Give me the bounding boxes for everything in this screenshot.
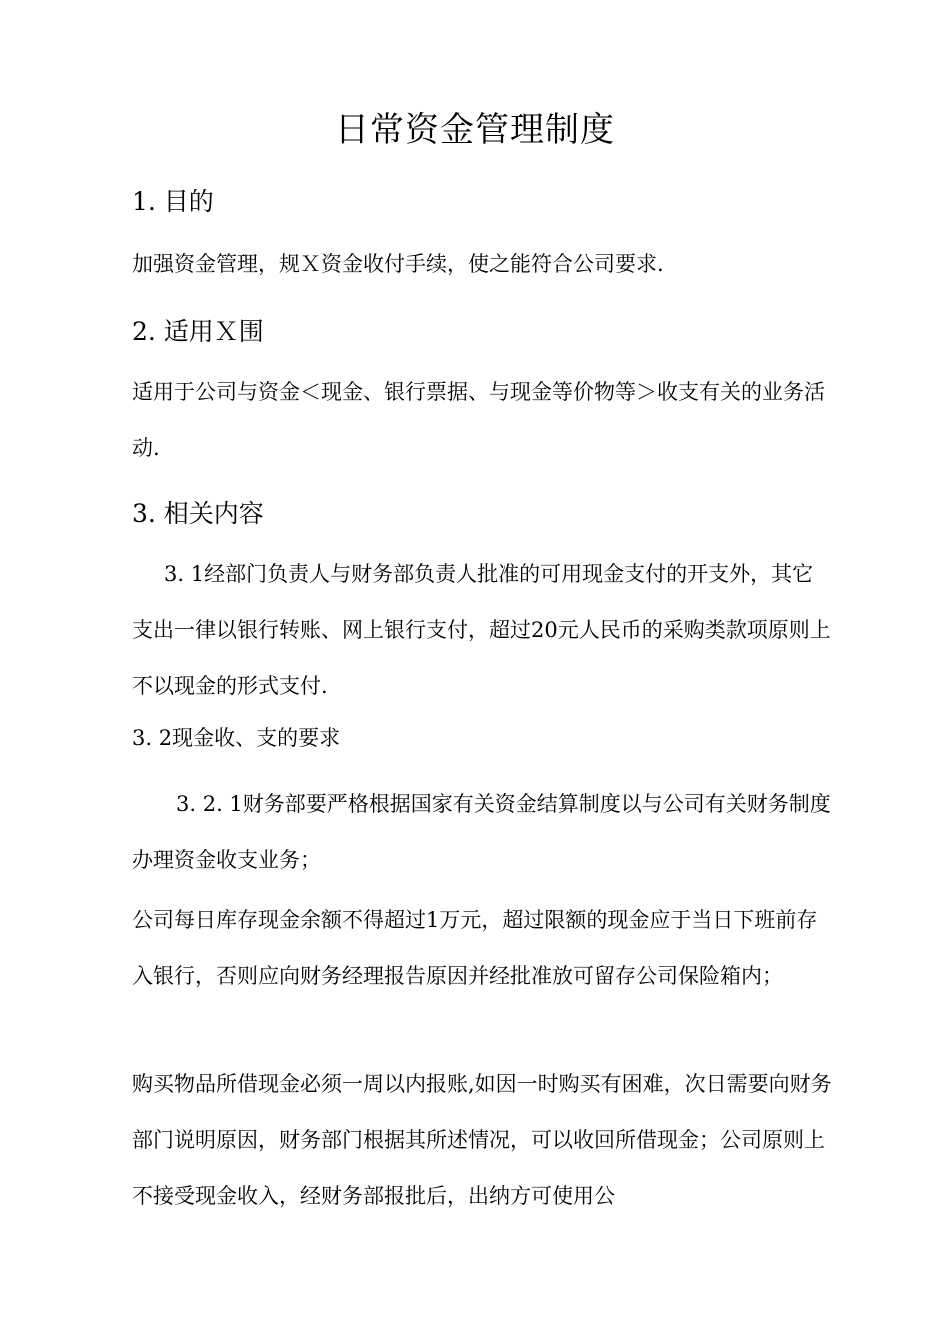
paragraph-3-2-heading: 3. 2现金收、支的要求 — [132, 726, 341, 750]
paragraph-borrowed-cash: 购买物品所借现金必须一周以内报账,如因一时购买有困难，次日需要向财务部门说明原因，财务部门根据其所述情况，可以收回所借现金；公司原则上不接受现金收入，经财务部报批后，出纳方可使用公 — [132, 1072, 832, 1208]
paragraph-3-1: 3. 1经部门负责人与财务部负责人批准的可用现金支付的开支外，其它支出一律以银行转账、网上银行支付，超过20元人民币的采购类款项原则上不以现金的形式支付. — [132, 562, 831, 698]
paragraph-cash-limit: 公司每日库存现金余额不得超过1万元，超过限额的现金应于当日下班前存入银行，否则应向财务经理报告原因并经批准放可留存公司保险箱内； — [132, 908, 818, 988]
document-title: 日常资金管理制度 — [335, 110, 615, 150]
section-heading-purpose: 1. 目的 — [132, 187, 214, 216]
paragraph-purpose: 加强资金管理，规Ｘ资金收付手续，使之能符合公司要求. — [132, 252, 664, 276]
paragraph-scope: 适用于公司与资金＜现金、银行票据、与现金等价物等＞收支有关的业务活动. — [132, 380, 825, 460]
paragraph-3-2-1: 3. 2. 1财务部要严格根据国家有关资金结算制度以与公司有关财务制度办理资金收支业务； — [132, 792, 831, 872]
section-heading-content: 3. 相关内容 — [132, 499, 264, 528]
section-heading-scope: 2. 适用Ｘ围 — [132, 317, 264, 346]
